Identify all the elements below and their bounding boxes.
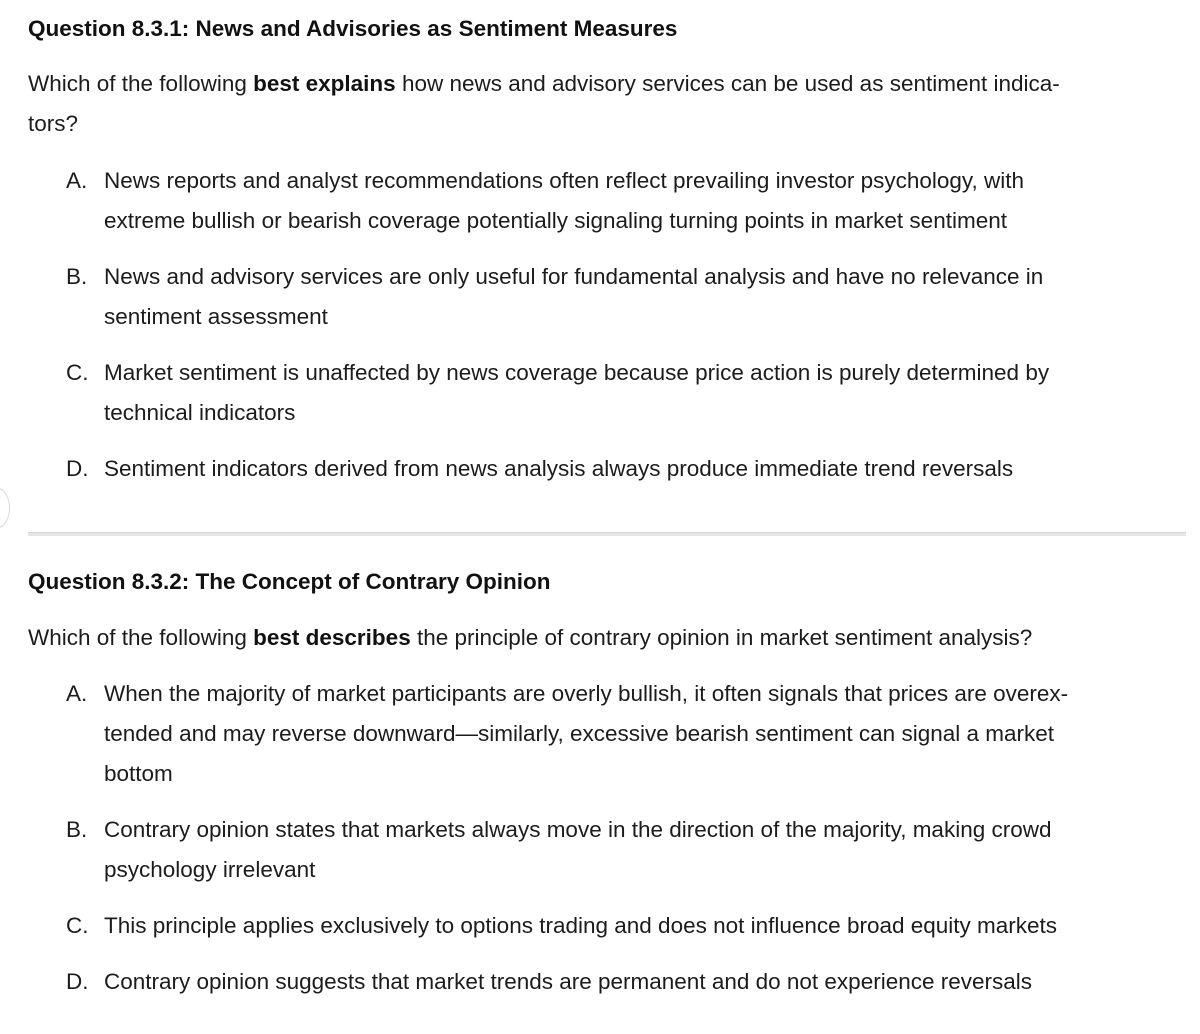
option-d[interactable]	[28, 449, 1186, 489]
option-a[interactable]	[28, 161, 1186, 241]
prompt-text: the principle of contrary opinion in market sentiment analysis?	[410, 625, 1033, 650]
option-text: extreme bullish or bearish coverage potentially signaling turning points in market sentiment	[104, 208, 1007, 233]
prompt-emphasis: best describes	[253, 625, 411, 650]
option-letter: A.	[66, 168, 88, 193]
edge-scroll-marker	[0, 488, 10, 528]
option-text: sentiment assessment	[104, 304, 328, 329]
prompt-text: Which of the following	[28, 625, 254, 650]
option-letter: C.	[66, 913, 89, 938]
option-letter: A.	[66, 681, 88, 706]
option-c[interactable]	[28, 353, 1186, 433]
option-letter: D.	[66, 456, 89, 481]
option-text: When the majority of market participants are overly bullish, it often signals that prices are overex-	[104, 681, 1069, 706]
option-text: psychology irrelevant	[104, 857, 316, 882]
option-text: News and advisory services are only useful for fundamental analysis and have no relevance in	[104, 264, 1044, 289]
option-text: Market sentiment is unaffected by news coverage because price action is purely determined by	[104, 360, 1050, 385]
option-text: News reports and analyst recommendations often reflect prevailing investor psychology, with	[104, 168, 1025, 193]
prompt-text: Which of the following	[28, 71, 254, 96]
question-1-title: Question 8.3.1: News and Advisories as Sentiment Measures	[28, 16, 678, 41]
prompt-emphasis: best explains	[253, 71, 396, 96]
option-text: technical indicators	[104, 400, 296, 425]
option-text: tended and may reverse downward—similarly, excessive bearish sentiment can signal a market	[104, 721, 1055, 746]
option-letter: D.	[66, 969, 89, 994]
option-letter: C.	[66, 360, 89, 385]
question-2-options	[28, 674, 1186, 1002]
option-b[interactable]	[28, 257, 1186, 337]
option-text: Sentiment indicators derived from news analysis always produce immediate trend reversals	[104, 456, 1014, 481]
option-b[interactable]	[28, 810, 1186, 890]
option-letter: B.	[66, 817, 88, 842]
option-text: Contrary opinion suggests that market trends are permanent and do not experience reversals	[104, 969, 1033, 994]
option-c[interactable]	[28, 906, 1186, 946]
section-divider	[28, 532, 1186, 536]
question-2-prompt	[28, 618, 1186, 658]
question-1-options	[28, 161, 1186, 489]
option-text: Contrary opinion states that markets always move in the direction of the majority, making crowd	[104, 817, 1052, 842]
option-a[interactable]	[28, 674, 1186, 794]
option-text: This principle applies exclusively to options trading and does not influence broad equity markets	[104, 913, 1058, 938]
option-letter: B.	[66, 264, 88, 289]
prompt-text: how news and advisory services can be used as sentiment indica-	[395, 71, 1060, 96]
option-text: bottom	[104, 761, 173, 786]
question-1-prompt	[28, 64, 1186, 144]
prompt-text: tors?	[28, 111, 79, 136]
question-2-title: Question 8.3.2: The Concept of Contrary Opinion	[28, 569, 551, 594]
option-d[interactable]	[28, 962, 1186, 1002]
